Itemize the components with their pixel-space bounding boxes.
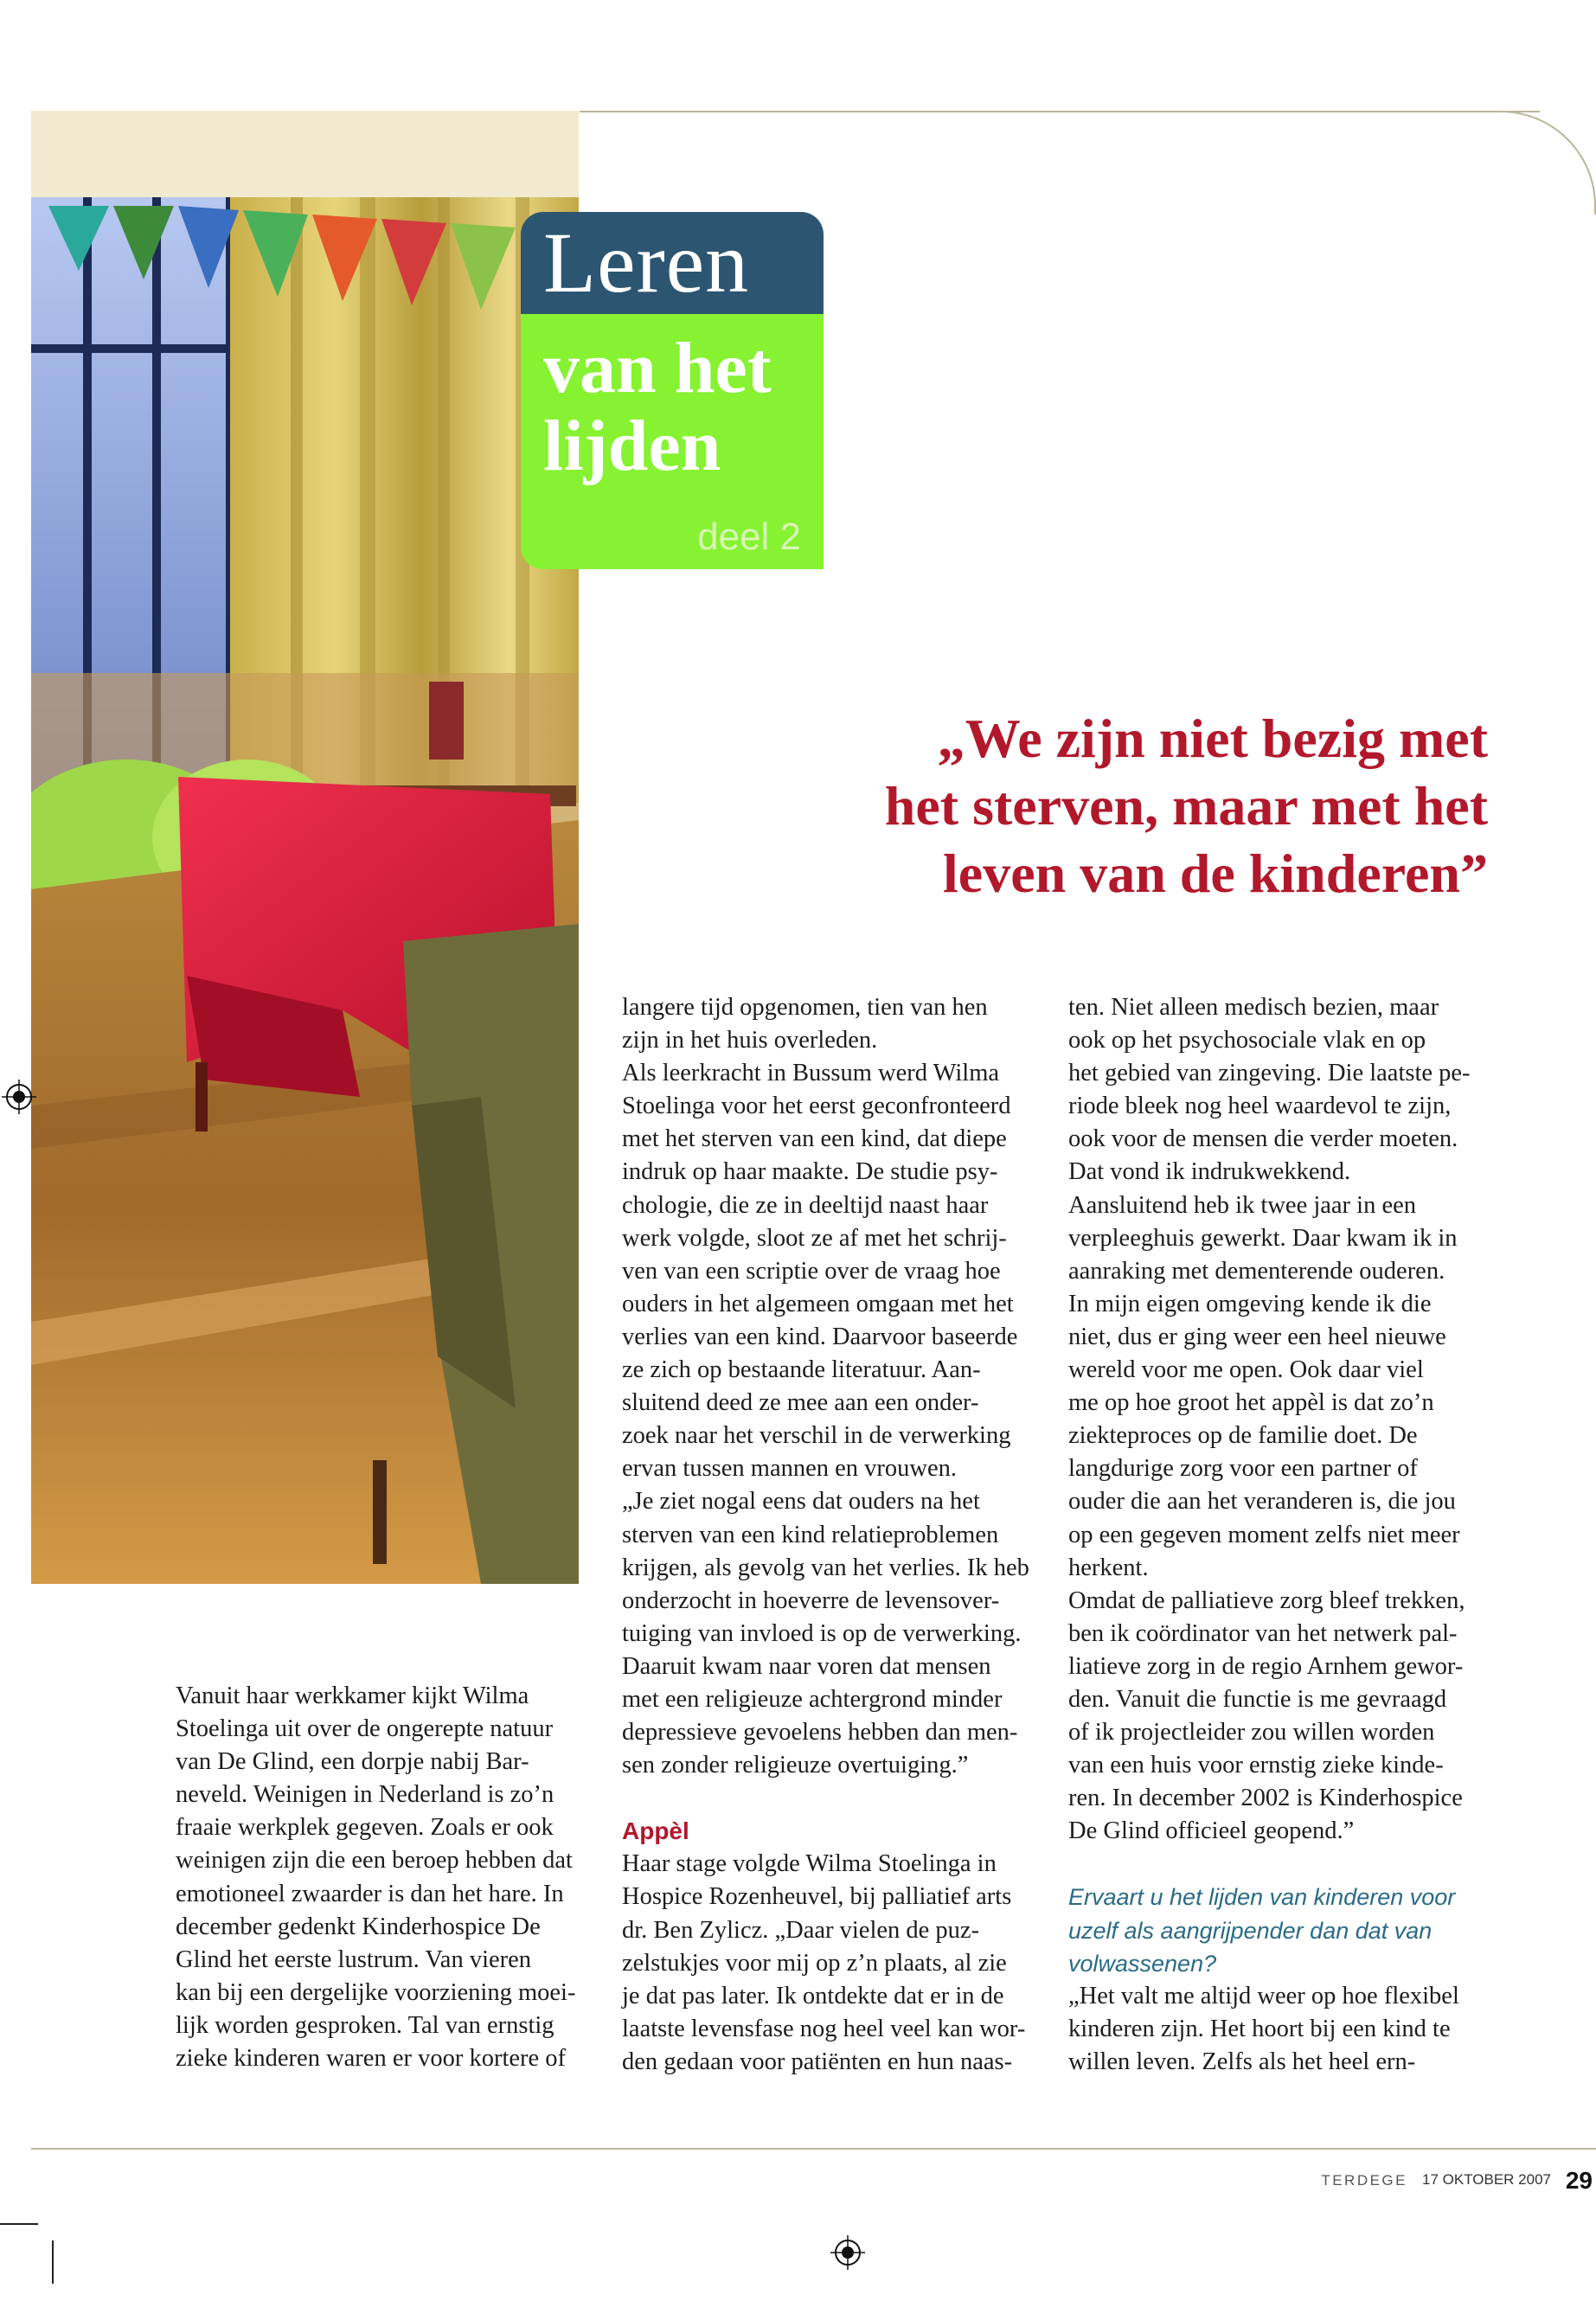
text-line: ben ik coördinator van het netwerk pal- [1068, 1619, 1458, 1647]
article-column-1 [176, 1680, 582, 2075]
text-line: zelstukjes voor mij op z’n plaats, al zie [622, 1949, 1007, 1977]
text-line: Aansluitend heb ik twee jaar in een [1068, 1191, 1417, 1219]
text-line: laatste levensfase nog heel veel kan wor- [622, 2015, 1026, 2042]
page-footer [990, 2167, 1596, 2193]
text-line: van De Glind, een dorpje nabij Bar- [176, 1748, 529, 1776]
registration-mark-icon [2, 1080, 36, 1114]
section-heading-appel: Appèl [622, 1817, 689, 1845]
text-line: met het sterven van een kind, dat diepe [622, 1125, 1007, 1153]
text-line: riode bleek nog heel waardevol te zijn, [1068, 1093, 1452, 1120]
text-line: emotioneel zwaarder is dan het hare. In [176, 1880, 564, 1907]
text-line: neveld. Weinigen in Nederland is zo’n [176, 1781, 554, 1809]
crop-mark [52, 2240, 54, 2284]
text-line: „Het valt me altijd weer op hoe flexibel [1068, 1982, 1459, 2009]
text-line: onderzocht in hoeverre de levensover- [622, 1586, 1000, 1614]
text-line: weinigen zijn die een beroep hebben dat [176, 1847, 573, 1875]
text-line: willen leven. Zelfs als het heel ern- [1068, 2048, 1416, 2075]
pull-quote [761, 705, 1488, 907]
text-line: indruk op haar maakte. De studie psy- [622, 1158, 998, 1186]
text-line: den. Vanuit die functie is me gevraagd [1068, 1685, 1447, 1713]
text-line: ven van een scriptie over de vraag hoe [622, 1257, 1001, 1285]
text-line: Omdat de palliatieve zorg bleef trekken, [1068, 1586, 1465, 1614]
text-line: verpleeghuis gewerkt. Daar kwam ik in [1068, 1224, 1458, 1252]
text-line: Stoelinga voor het eerst geconfronteerd [622, 1093, 1011, 1120]
text-line: „Je ziet nogal eens dat ouders na het [622, 1488, 980, 1516]
text-line: sluitend deed ze mee aan een onder- [622, 1389, 979, 1417]
text-line: tuiging van invloed is op de verwerking. [622, 1619, 1022, 1647]
text-line: december gedenkt Kinderhospice De [176, 1913, 541, 1940]
text-line: wereld voor me open. Ook daar viel [1068, 1356, 1424, 1384]
issue-date: 17 OKTOBER 2007 [1422, 2171, 1551, 2188]
text-line: De Glind officieel geopend.” [1068, 1817, 1355, 1845]
text-line: Als leerkracht in Bussum werd Wilma [622, 1060, 1000, 1087]
text-line: ten. Niet alleen medisch bezien, maar [1068, 994, 1439, 1021]
pull-quote-line: het sterven, maar met het [884, 775, 1488, 836]
text-line: ren. In december 2002 is Kinderhospice [1068, 1785, 1463, 1812]
text-line: aanraking met dementerende ouderen. [1068, 1257, 1445, 1285]
text-line: zijn in het huis overleden. [622, 1027, 878, 1054]
text-line: niet, dus er ging weer een heel nieuwe [1068, 1323, 1446, 1350]
text-line: ervan tussen mannen en vrouwen. [622, 1455, 958, 1483]
text-line: langdurige zorg voor een partner of [1068, 1455, 1418, 1483]
text-line: sterven van een kind relatieproblemen [622, 1521, 999, 1548]
frame-bottom-rule [31, 2148, 1596, 2150]
text-line: verlies van een kind. Daarvoor baseerde [622, 1323, 1018, 1350]
text-line: me op hoe groot het appèl is dat zo’n [1068, 1389, 1434, 1417]
interview-question [1068, 1881, 1484, 1979]
text-line: ze zich op bestaande literatuur. Aan- [622, 1356, 981, 1384]
text-line: fraaie werkplek gegeven. Zoals er ook [176, 1814, 554, 1842]
text-line: herkent. [1068, 1554, 1149, 1581]
text-line: ziekteproces op de familie doet. De [1068, 1422, 1418, 1450]
text-line: op een gegeven moment zelfs niet meer [1068, 1521, 1460, 1548]
text-line: Haar stage volgde Wilma Stoelinga in [622, 1850, 997, 1878]
frame-top-rule [580, 111, 1540, 112]
text-line: werk volgde, sloot ze af met het schrij- [622, 1224, 1007, 1252]
crop-mark [0, 2223, 38, 2225]
text-line: chologie, die ze in deeltijd naast haar [622, 1191, 989, 1219]
question-line: volwassenen? [1068, 1950, 1217, 1977]
text-line: dr. Ben Zylicz. „Daar vielen de puz- [622, 1916, 980, 1944]
text-line: kan bij een dergelijke voorziening moei- [176, 1978, 576, 2006]
title-sub-line1: van het [543, 328, 772, 408]
text-line: lijk worden gesproken. Tal van ernstig [176, 2011, 554, 2039]
text-line: ouder die aan het veranderen is, die jou [1068, 1488, 1456, 1516]
pull-quote-line: leven van de kinderen” [943, 843, 1488, 904]
magazine-name: TERDEGE [1321, 2172, 1407, 2189]
text-line: Dat vond ik indrukwekkend. [1068, 1158, 1351, 1186]
text-line: of ik projectleider zou willen worden [1068, 1719, 1435, 1747]
title-main-box [521, 212, 824, 314]
text-line: Hospice Rozenheuvel, bij palliatief arts [622, 1883, 1012, 1911]
text-line: depressieve gevoelens hebben dan men- [622, 1719, 1018, 1747]
text-line: ook voor de mensen die verder moeten. [1068, 1125, 1458, 1153]
title-part: deel 2 [697, 516, 801, 558]
text-line: krijgen, als gevolg van het verlies. Ik heb [622, 1554, 1029, 1581]
text-line: Glind het eerste lustrum. Van vieren [176, 1945, 532, 1973]
hospice-room-photo [31, 111, 579, 1584]
question-line: Ervaart u het lijden van kinderen voor [1068, 1884, 1456, 1911]
text-line: zieke kinderen waren er voor kortere of [176, 2045, 567, 2073]
text-line: ouders in het algemeen omgaan met het [622, 1290, 1014, 1317]
frame-corner-curve [1488, 111, 1596, 215]
text-line: kinderen zijn. Het hoort bij een kind te [1068, 2015, 1451, 2042]
pull-quote-line: „We zijn niet bezig met [937, 708, 1488, 769]
title-sub-box [521, 314, 824, 569]
article-column-3 [1068, 991, 1484, 2079]
text-line: van een huis voor ernstig zieke kinde- [1068, 1752, 1444, 1779]
text-line: het gebied van zingeving. Die laatste pe- [1068, 1060, 1471, 1087]
text-line: je dat pas later. Ik ontdekte dat er in de [622, 1982, 1004, 2009]
text-line: Stoelinga uit over de ongerepte natuur [176, 1715, 554, 1743]
text-line: liatieve zorg in de regio Arnhem gewor- [1068, 1652, 1464, 1680]
text-line: ook op het psychosociale vlak en op [1068, 1027, 1426, 1054]
text-line: zoek naar het verschil in de verwerking [622, 1422, 1011, 1450]
page-number: 29 [1565, 2167, 1593, 2194]
text-line: In mijn eigen omgeving kende ik die [1068, 1290, 1432, 1317]
text-line: Vanuit haar werkkamer kijkt Wilma [176, 1682, 529, 1709]
title-main: Leren [543, 215, 750, 311]
question-line: uzelf als aangrijpender dan dat van [1068, 1917, 1433, 1944]
registration-mark-icon [830, 2235, 865, 2270]
text-line: Daaruit kwam naar voren dat mensen [622, 1652, 991, 1680]
title-sub-line2: lijden [543, 406, 721, 486]
text-line: langere tijd opgenomen, tien van hen [622, 994, 988, 1021]
text-line: den gedaan voor patiënten en hun naas- [622, 2048, 1013, 2075]
text-line: met een religieuze achtergrond minder [622, 1685, 1003, 1713]
text-line: sen zonder religieuze overtuiging.” [622, 1752, 969, 1779]
article-column-2 [622, 991, 1037, 2079]
